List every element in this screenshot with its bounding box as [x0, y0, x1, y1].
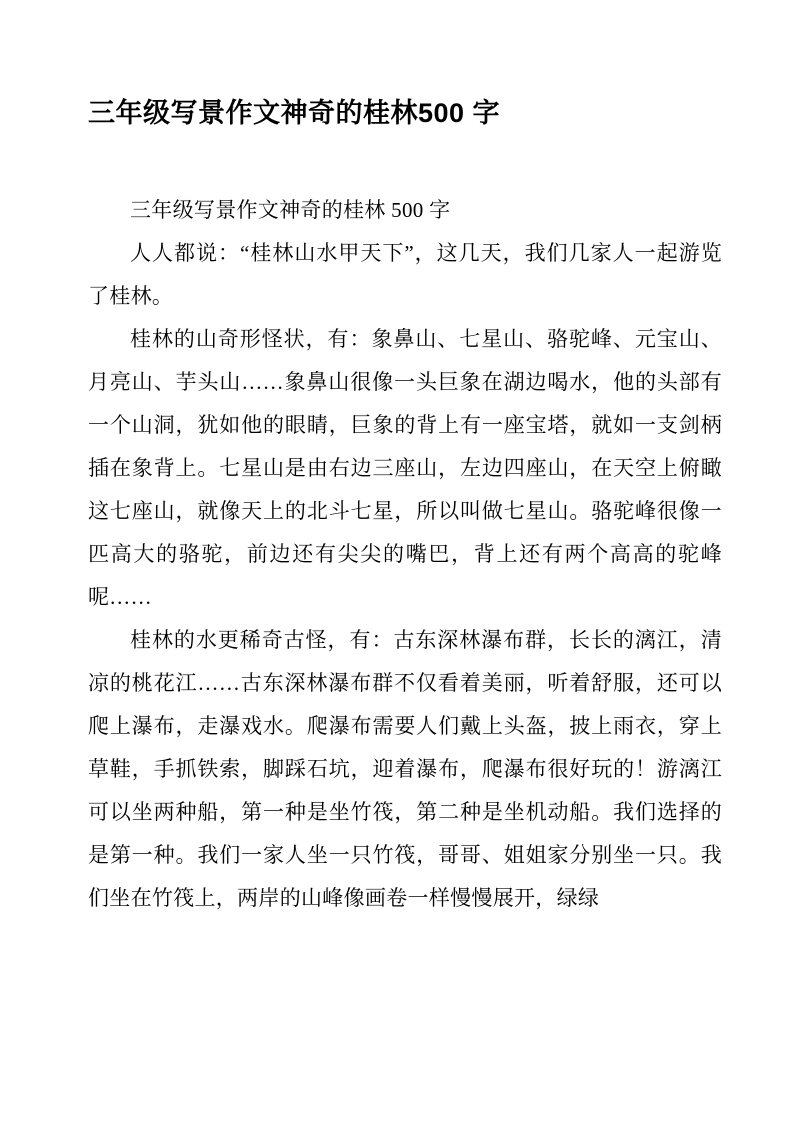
- document-body: [72, 189, 728, 920]
- page-title: 三年级写景作文神奇的桂林500 字: [88, 98, 501, 128]
- paragraph: 三年级写景作文神奇的桂林 500 字: [130, 198, 451, 223]
- paragraph: 桂林的水更稀奇古怪，有：古东深林瀑布群，长长的漓江，清凉的桃花江……古东深林瀑布群不仅看着美丽，听着舒服，还可以爬上瀑布，走瀑戏水。爬瀑布需要人们戴上头盔，披上雨衣，穿上草鞋，手抓铁索，脚踩石坑，迎着瀑布，爬瀑布很好玩的！游漓江可以坐两种船，第一种是坐竹筏，第二种是坐机动船。我们选择的是第一种。我们一家人坐一只竹筏，哥哥、姐姐家分别坐一只。我们坐在竹筏上，两岸的山峰像画卷一样慢慢展开，绿绿: [88, 628, 722, 911]
- paragraph: 人人都说：“桂林山水甲天下”，这几天，我们几家人一起游览了桂林。: [88, 241, 722, 309]
- paragraph: 桂林的山奇形怪状，有：象鼻山、七星山、骆驼峰、元宝山、月亮山、芋头山……象鼻山很像一头巨象在湖边喝水，他的头部有一个山洞，犹如他的眼睛，巨象的背上有一座宝塔，就如一支剑柄插在象背上。七星山是由右边三座山，左边四座山，在天空上俯瞰这七座山，就像天上的北斗七星，所以叫做七星山。骆驼峰很像一匹高大的骆驼，前边还有尖尖的嘴巴，背上还有两个高高的驼峰呢……: [88, 327, 722, 610]
